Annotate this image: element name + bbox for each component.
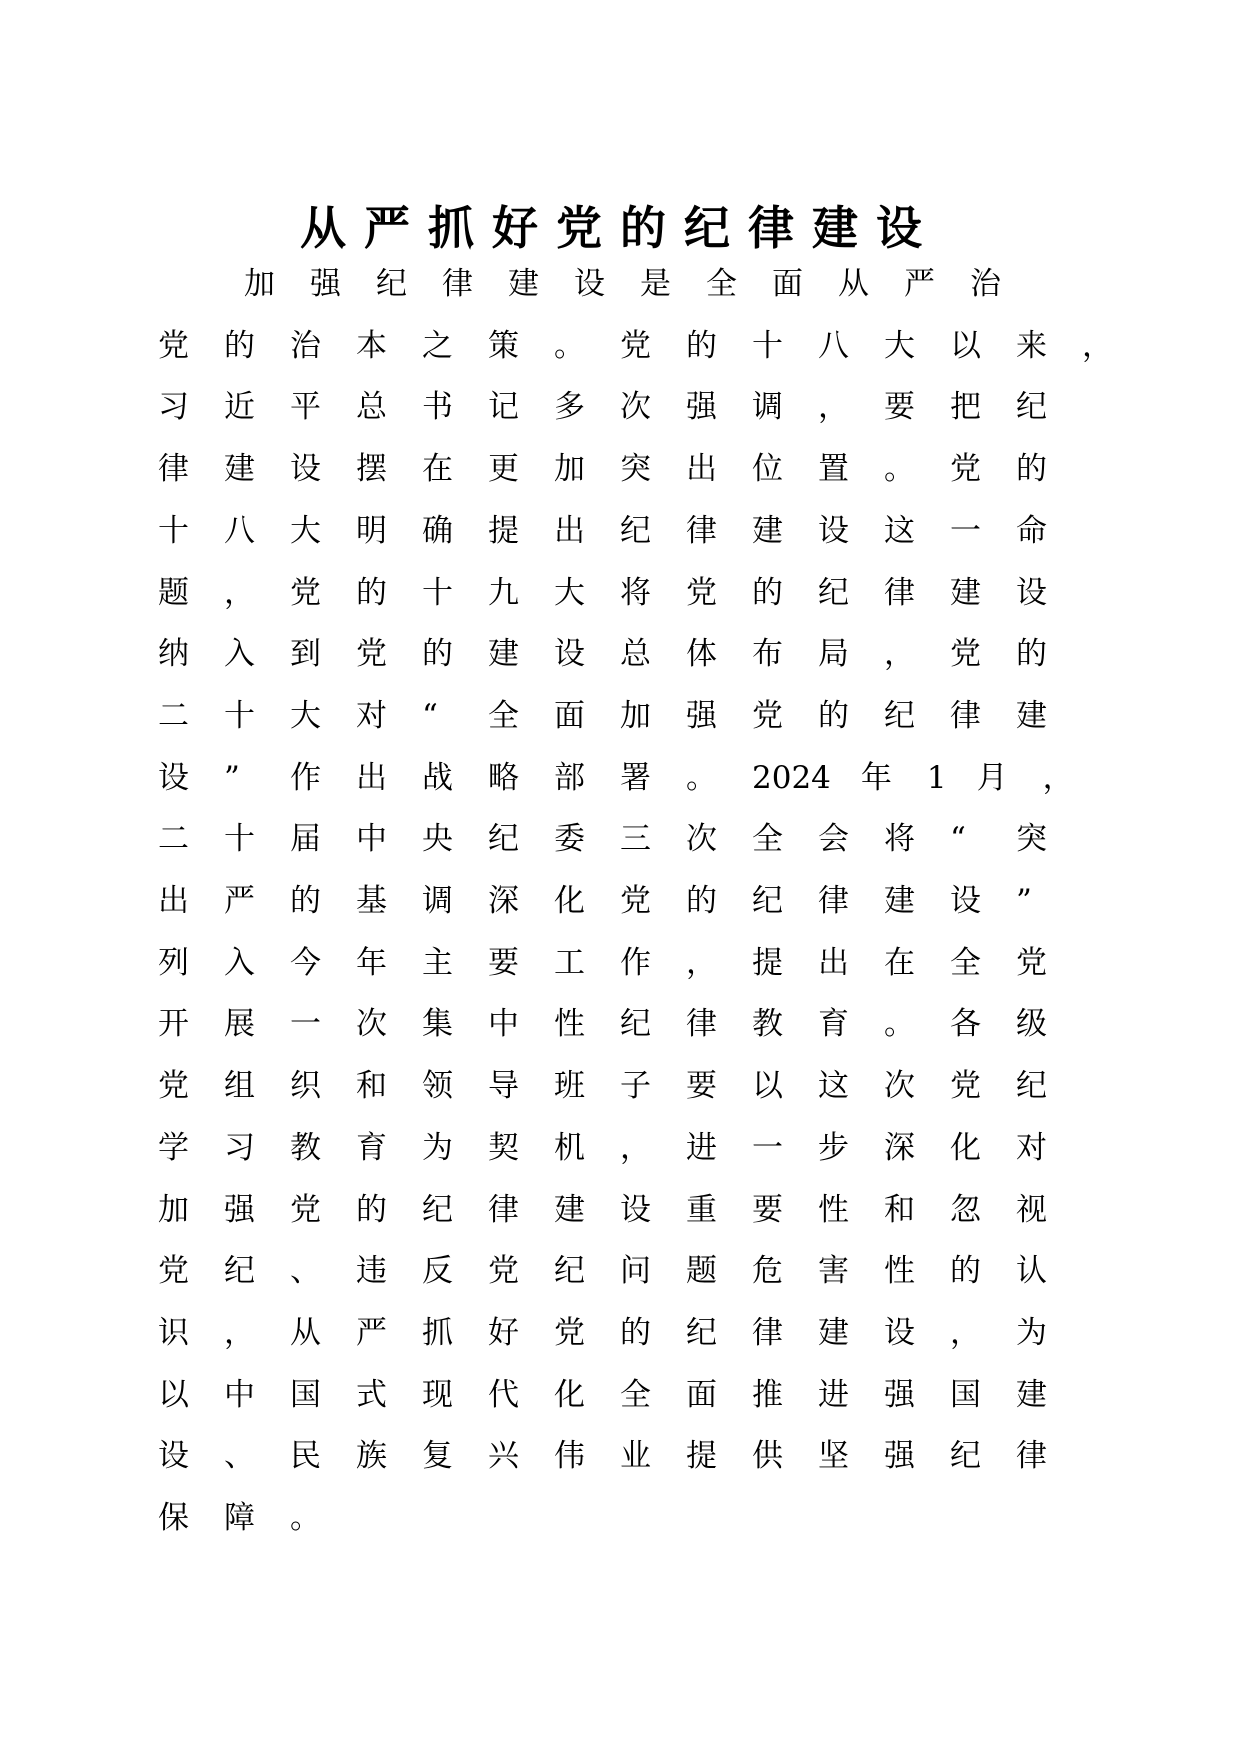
body-line: 识 ， 从 严 抓 好 党 的 纪 律 建 设 ， 为	[158, 1314, 1047, 1351]
body-line: 党 纪 、 违 反 党 纪 问 题 危 害 性 的 认	[158, 1253, 1047, 1290]
body-line: 以 中 国 式 现 代 化 全 面 推 进 强 国 建	[158, 1376, 1047, 1413]
body-line: 题 ， 党 的 十 九 大 将 党 的 纪 律 建 设	[158, 574, 1047, 611]
body-line: 十 八 大 明 确 提 出 纪 律 建 设 这 一 命	[158, 512, 1047, 549]
body-line: 设 ” 作 出 战 略 部 署 。 2024 年 1 月 ，	[158, 759, 1074, 796]
body-line: 纳 入 到 党 的 建 设 总 体 布 局 ， 党 的	[158, 636, 1047, 673]
body-line: 设 、 民 族 复 兴 伟 业 提 供 坚 强 纪 律	[158, 1438, 1047, 1475]
body-line: 学 习 教 育 为 契 机 ， 进 一 步 深 化 对	[158, 1129, 1047, 1166]
body-line: 律 建 设 摆 在 更 加 突 出 位 置 。 党 的	[158, 451, 1047, 488]
body-line: 二 十 大 对 “ 全 面 加 强 党 的 纪 律 建	[158, 697, 1047, 734]
body-line: 出 严 的 基 调 深 化 党 的 纪 律 建 设 ”	[158, 883, 1032, 919]
body-line: 党 的 治 本 之 策 。 党 的 十 八 大 以 来 ，	[158, 327, 1113, 364]
document-title: 从严抓好党的纪律建设	[300, 201, 940, 255]
body-line: 二 十 届 中 央 纪 委 三 次 全 会 将 “ 突	[158, 821, 1047, 858]
body-line: 保 障 。	[158, 1500, 321, 1536]
body-line: 加 强 纪 律 建 设 是 全 面 从 严 治	[244, 266, 1001, 302]
body-line: 开 展 一 次 集 中 性 纪 律 教 育 。 各 级	[158, 1006, 1047, 1043]
body-line: 党 组 织 和 领 导 班 子 要 以 这 次 党 纪	[158, 1068, 1047, 1105]
body-line: 习 近 平 总 书 记 多 次 强 调 ， 要 把 纪	[158, 389, 1047, 426]
body-line: 列 入 今 年 主 要 工 作 ， 提 出 在 全 党	[158, 944, 1047, 981]
body-line: 加 强 党 的 纪 律 建 设 重 要 性 和 忽 视	[158, 1191, 1047, 1228]
